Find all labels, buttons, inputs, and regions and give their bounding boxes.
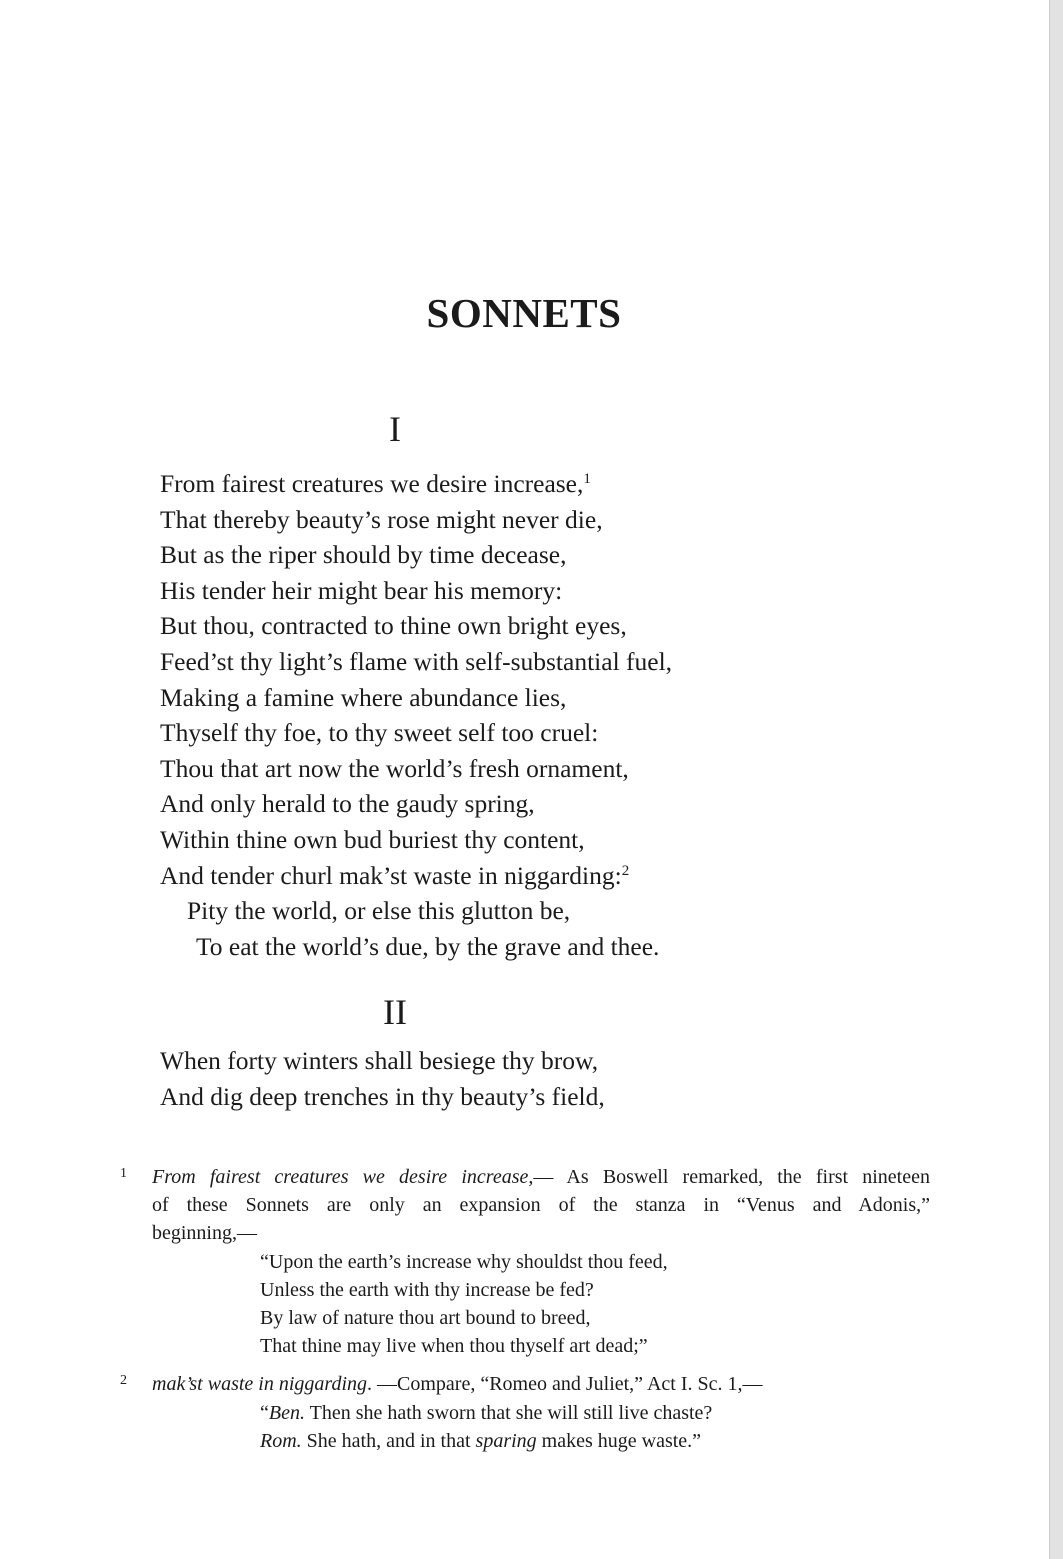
footnote-text-line: From fairest creatures we desire increase,— As Boswell remarked, the first nineteen <box>152 1166 930 1188</box>
footnote-text-line: of these Sonnets are only an expansion of the stanza in “Venus and Adonis,” <box>152 1194 930 1217</box>
poem-line: But thou, contracted to thine own bright eyes, <box>160 611 627 641</box>
poem-line-couplet: Pity the world, or else this glutton be, <box>187 896 571 926</box>
poem-line: Making a famine where abundance lies, <box>160 682 567 712</box>
poem-line: Thyself thy foe, to thy sweet self too cruel: <box>160 718 599 748</box>
poem-line-couplet: To eat the world’s due, by the grave and thee. <box>196 931 660 961</box>
footnote-quote-line: “Upon the earth’s increase why shouldst thou feed, <box>260 1250 668 1273</box>
footnote-ref-2: 2 <box>621 862 630 879</box>
poem-line: But as the riper should by time decease, <box>160 540 567 570</box>
poem-line: Feed’st thy light’s flame with self-substantial fuel, <box>160 646 673 676</box>
footnote-marker-1: 1 <box>120 1166 127 1181</box>
footnote-text-line: mak’st waste in niggarding. —Compare, “Romeo and Juliet,” Act I. Sc. 1,— <box>152 1373 763 1396</box>
footnote-quote-line: “Ben. Then she hath sworn that she will still live chaste? <box>260 1401 713 1424</box>
poem-line: From fairest creatures we desire increase,$^1$ <box>160 469 591 498</box>
footnote-marker-2: 2 <box>120 1373 127 1389</box>
poem-line: And dig deep trenches in thy beauty’s field, <box>160 1081 605 1111</box>
page-title: SONNETS <box>426 290 622 337</box>
poem-line: Within thine own bud buriest thy content, <box>160 824 585 854</box>
scrollbar-track[interactable] <box>1049 0 1063 1559</box>
footnote-2 <box>120 1370 930 1455</box>
poem-line: When forty winters shall besiege thy brow, <box>160 1046 599 1075</box>
footnotes-section <box>120 1163 930 1455</box>
footnote-quote-line: Unless the earth with thy increase be fed? <box>260 1278 594 1301</box>
sonnet-1-text <box>160 466 672 964</box>
footnote-quote-line: That thine may live when thou thyself art dead;” <box>260 1335 648 1358</box>
sonnet-2-numeral: II <box>383 992 407 1032</box>
footnote-ref-1: 1 <box>583 471 591 487</box>
poem-line: That thereby beauty’s rose might never die, <box>160 504 603 534</box>
sonnet-2-text <box>160 1043 605 1114</box>
poem-line: And only herald to the gaudy spring, <box>160 789 535 819</box>
poem-line: Thou that art now the world’s fresh ornament, <box>160 753 629 783</box>
sonnet-1-numeral: I <box>389 409 401 449</box>
poem-line: And tender churl mak’st waste in niggarding:$^2$ <box>160 860 630 890</box>
poem-line: His tender heir might bear his memory: <box>160 575 563 605</box>
footnote-quote-line: Rom. She hath, and in that sparing makes huge waste.” <box>260 1429 702 1452</box>
footnote-text-line: beginning,— <box>152 1222 257 1245</box>
footnote-quote-line: By law of nature thou art bound to breed, <box>260 1307 591 1330</box>
footnote-1 <box>120 1163 930 1360</box>
